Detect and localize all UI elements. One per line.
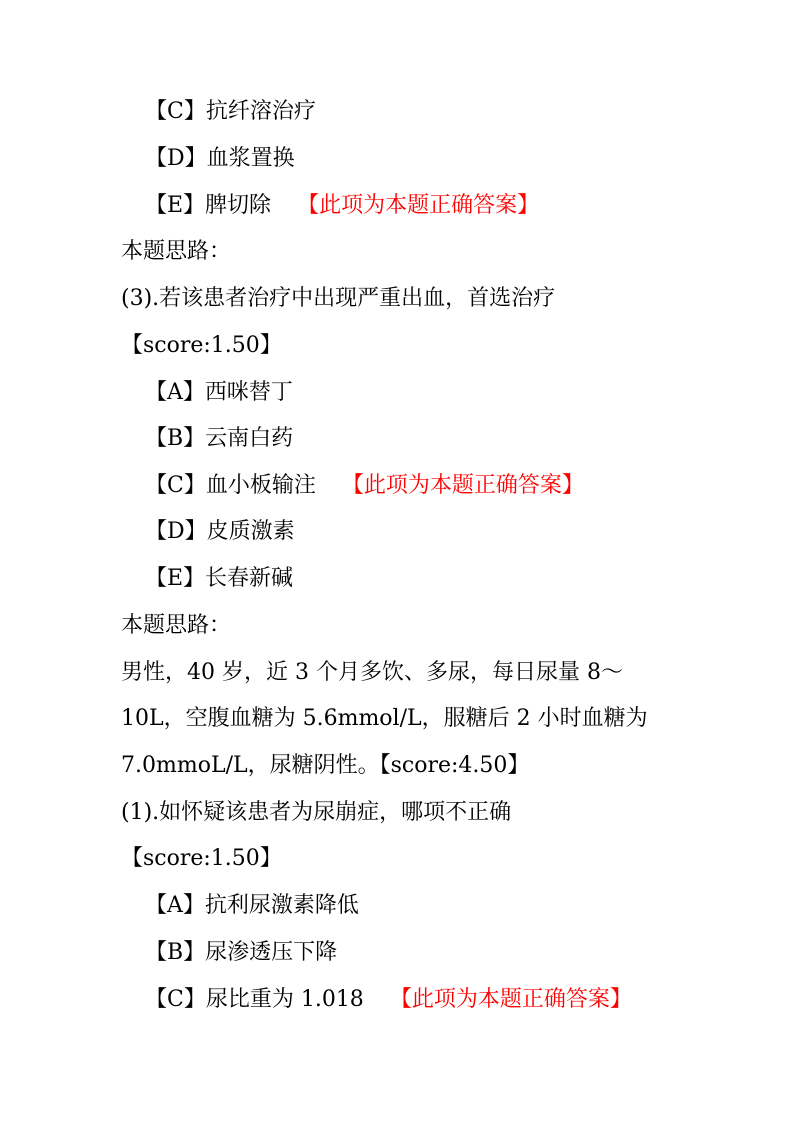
option-b — [145, 416, 293, 462]
option-text: 【A】西咪替丁 — [145, 380, 293, 405]
correct-answer-marker: 【此项为本题正确答案】 — [341, 473, 584, 498]
option-text: 【C】抗纤溶治疗 — [145, 99, 316, 124]
case-description-line-1: 男性，40 岁，近 3 个月多饮、多尿，每日尿量 8～ — [121, 660, 623, 685]
question-3-score: 【score:1.50】 — [121, 333, 282, 358]
question-1-text: (1).如怀疑该患者为尿崩症，哪项不正确 — [121, 800, 512, 825]
option-text: 【B】云南白药 — [145, 426, 294, 451]
question-3-text: (3).若该患者治疗中出现严重出血，首选治疗 — [121, 286, 556, 311]
option-d-plasma-exchange — [145, 136, 295, 182]
option-a — [145, 370, 293, 416]
question-1-score: 【score:1.50】 — [121, 846, 282, 871]
correct-answer-marker: 【此项为本题正确答案】 — [389, 987, 632, 1012]
option-c — [145, 463, 584, 509]
option-text: 【D】血浆置换 — [145, 146, 295, 171]
option-c-antifibrinolytic — [145, 89, 316, 135]
option-text: 【C】尿比重为 1.018 — [145, 987, 364, 1012]
option-a — [145, 883, 359, 929]
explanation-label: 本题思路： — [121, 613, 232, 638]
case-description-line-2: 10L，空腹血糖为 5.6mmol/L，服糖后 2 小时血糖为 — [121, 706, 648, 731]
correct-answer-marker: 【此项为本题正确答案】 — [297, 193, 540, 218]
option-d — [145, 509, 295, 555]
option-c — [145, 977, 632, 1023]
option-text: 【A】抗利尿激素降低 — [145, 893, 359, 918]
option-b — [145, 930, 337, 976]
case-description-line-3: 7.0mmoL/L，尿糖阴性。【score:4.50】 — [121, 753, 530, 778]
option-text: 【B】尿渗透压下降 — [145, 940, 338, 965]
option-e-splenectomy — [145, 183, 539, 229]
option-text: 【E】脾切除 — [145, 193, 272, 218]
explanation-label: 本题思路： — [121, 239, 232, 264]
option-text: 【E】长春新碱 — [145, 566, 294, 591]
option-e — [145, 556, 293, 602]
option-text: 【D】皮质激素 — [145, 519, 295, 544]
option-text: 【C】血小板输注 — [145, 473, 316, 498]
